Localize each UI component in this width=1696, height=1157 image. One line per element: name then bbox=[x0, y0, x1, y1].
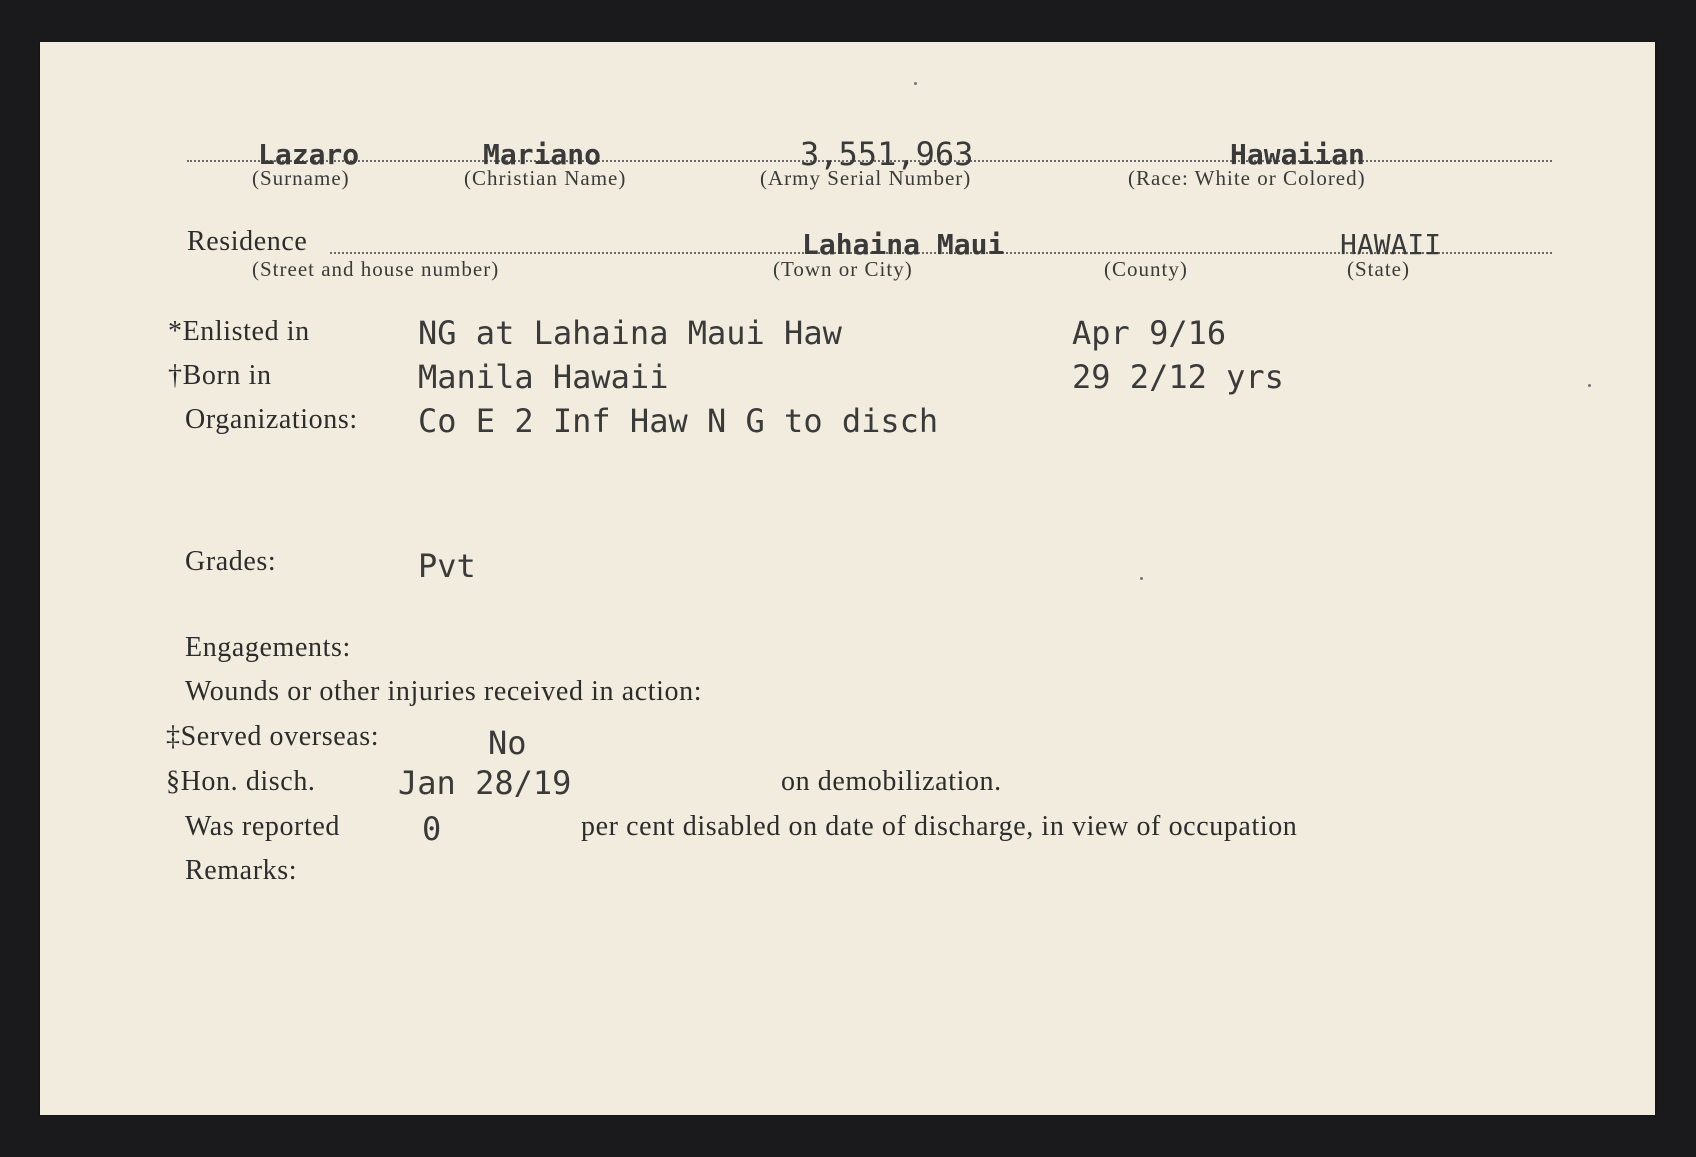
town-caption: (Town or City) bbox=[773, 257, 913, 281]
enlisted-date-value: Apr 9/16 bbox=[1072, 314, 1227, 352]
organizations-value: Co E 2 Inf Haw N G to disch bbox=[418, 402, 939, 440]
christian-name-value: Mariano bbox=[483, 138, 602, 171]
race-value: Hawaiian bbox=[1230, 138, 1365, 171]
surname-value: Lazaro bbox=[258, 138, 360, 171]
disability-value: 0 bbox=[422, 810, 442, 848]
discharge-value: Jan 28/19 bbox=[398, 764, 572, 802]
born-value: Manila Hawaii bbox=[418, 358, 669, 396]
wounds-label: Wounds or other injuries received in action: bbox=[185, 676, 703, 707]
residence-town-value: Lahaina Maui bbox=[802, 228, 1005, 261]
street-caption: (Street and house number) bbox=[252, 257, 500, 281]
discharge-label: §Hon. disch. bbox=[166, 766, 316, 797]
organizations-label: Organizations: bbox=[185, 404, 358, 435]
race-caption: (Race: White or Colored) bbox=[1128, 166, 1366, 190]
age-value: 29 2/12 yrs bbox=[1072, 358, 1284, 396]
disability-label: Was reported bbox=[185, 811, 340, 842]
overseas-label: ‡Served overseas: bbox=[166, 721, 380, 752]
paper-speck bbox=[1588, 384, 1591, 387]
discharge-suffix: on demobilization. bbox=[781, 766, 1002, 797]
serial-number-value: 3,551,963 bbox=[800, 135, 974, 173]
christian-name-caption: (Christian Name) bbox=[464, 166, 627, 190]
enlisted-value: NG at Lahaina Maui Haw bbox=[418, 314, 842, 352]
born-label: †Born in bbox=[168, 360, 272, 391]
residence-state-value: HAWAII bbox=[1340, 228, 1442, 261]
remarks-label: Remarks: bbox=[185, 855, 298, 886]
county-caption: (County) bbox=[1104, 257, 1188, 281]
serial-number-caption: (Army Serial Number) bbox=[760, 166, 972, 190]
enlisted-label: *Enlisted in bbox=[168, 316, 310, 347]
grades-label: Grades: bbox=[185, 546, 277, 577]
surname-caption: (Surname) bbox=[252, 166, 350, 190]
engagements-label: Engagements: bbox=[185, 632, 351, 663]
state-caption: (State) bbox=[1347, 257, 1410, 281]
overseas-value: No bbox=[488, 724, 527, 762]
paper-speck bbox=[1140, 577, 1143, 580]
residence-label: Residence bbox=[187, 226, 308, 257]
disability-suffix: per cent disabled on date of discharge, in view of occupation bbox=[581, 811, 1298, 842]
paper-speck bbox=[914, 82, 917, 85]
record-card bbox=[40, 42, 1655, 1115]
grades-value: Pvt bbox=[418, 547, 476, 585]
